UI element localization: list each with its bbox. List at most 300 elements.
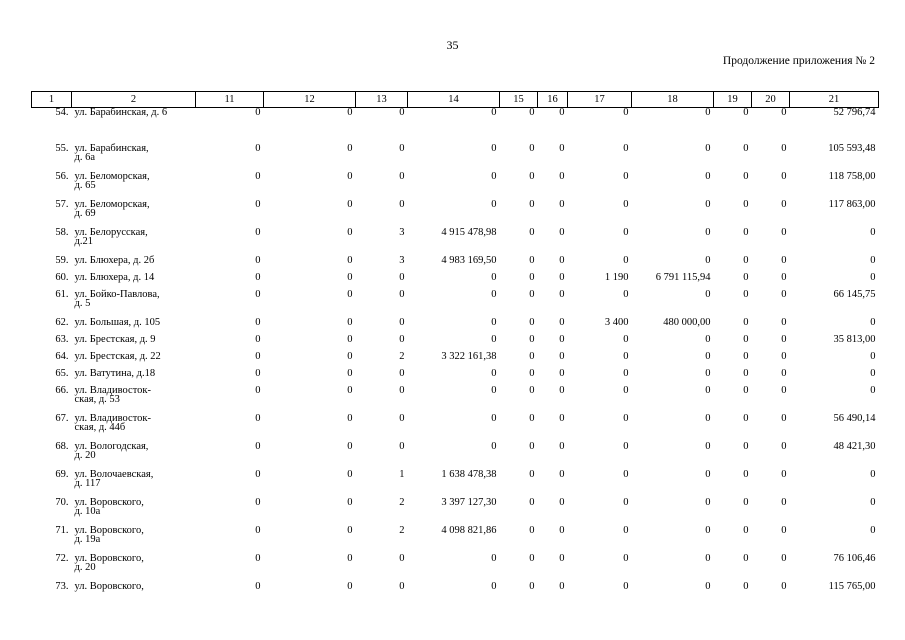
value-cell-14: 0 xyxy=(491,412,497,424)
value-cell-11: 0 xyxy=(255,350,261,362)
value-cell-17: 0 xyxy=(623,384,629,396)
table-row xyxy=(32,369,879,386)
row-number: 64. xyxy=(55,350,69,362)
column-header: 11 xyxy=(196,92,264,108)
address-line: ул. Беломорская, xyxy=(74,198,150,210)
value-cell-18: 0 xyxy=(705,412,711,424)
value-cell-20: 0 xyxy=(781,333,787,345)
value-cell-18: 0 xyxy=(705,350,711,362)
value-cell-12: 0 xyxy=(347,524,353,536)
address-line: ул. Белорусская, xyxy=(74,226,148,238)
value-cell-18: 480 000,00 xyxy=(663,316,711,328)
row-number: 67. xyxy=(55,412,69,424)
value-cell-18: 0 xyxy=(705,226,711,238)
column-header: 20 xyxy=(752,92,790,108)
table-row xyxy=(32,335,879,352)
value-cell-11: 0 xyxy=(255,288,261,300)
column-header: 18 xyxy=(632,92,714,108)
value-cell-17: 0 xyxy=(623,496,629,508)
value-cell-20: 0 xyxy=(781,440,787,452)
value-cell-15: 0 xyxy=(529,524,535,536)
value-cell-11: 0 xyxy=(255,226,261,238)
value-cell-16: 0 xyxy=(559,254,565,266)
table-row xyxy=(32,498,879,526)
value-cell-13: 0 xyxy=(399,198,405,210)
value-cell-16: 0 xyxy=(559,580,565,592)
table-row xyxy=(32,442,879,470)
address-cell xyxy=(72,228,196,256)
value-cell-16: 0 xyxy=(559,524,565,536)
table-row xyxy=(32,290,879,318)
value-cell-17: 1 190 xyxy=(604,271,629,283)
value-cell-16: 0 xyxy=(559,552,565,564)
address-cell xyxy=(72,200,196,228)
value-cell-17: 3 400 xyxy=(604,316,629,328)
value-cell-12: 0 xyxy=(347,142,353,154)
address-line: д. 10а xyxy=(74,506,101,517)
value-cell-19: 0 xyxy=(743,384,749,396)
value-cell-18: 0 xyxy=(705,440,711,452)
address-line: д. 5 xyxy=(74,298,91,309)
value-cell-14: 1 638 478,38 xyxy=(441,468,497,480)
value-cell-17: 0 xyxy=(623,440,629,452)
value-cell-11: 0 xyxy=(255,580,261,592)
value-cell-11: 0 xyxy=(255,170,261,182)
value-cell-21: 48 421,30 xyxy=(833,440,876,452)
appendix-note: Продолжение приложения № 2 xyxy=(722,55,875,67)
value-cell-12: 0 xyxy=(347,552,353,564)
value-cell-19: 0 xyxy=(743,350,749,362)
value-cell-20: 0 xyxy=(781,524,787,536)
row-number: 68. xyxy=(55,440,69,452)
table-row xyxy=(32,526,879,554)
address-line: ул. Брестская, д. 22 xyxy=(74,350,161,362)
value-cell-15: 0 xyxy=(529,580,535,592)
value-cell-18: 0 xyxy=(705,384,711,396)
value-cell-14: 0 xyxy=(491,198,497,210)
data-table xyxy=(31,91,879,602)
value-cell-19: 0 xyxy=(743,552,749,564)
value-cell-16: 0 xyxy=(559,440,565,452)
value-cell-13: 2 xyxy=(399,496,405,508)
value-cell-18: 0 xyxy=(705,142,711,154)
value-cell-21: 0 xyxy=(870,524,876,536)
value-cell-16: 0 xyxy=(559,198,565,210)
value-cell-15: 0 xyxy=(529,384,535,396)
column-header: 19 xyxy=(714,92,752,108)
value-cell-19: 0 xyxy=(743,496,749,508)
value-cell-21: 0 xyxy=(870,367,876,379)
value-cell-18: 0 xyxy=(705,552,711,564)
value-cell-14: 0 xyxy=(491,271,497,283)
value-cell-14: 0 xyxy=(491,384,497,396)
address-line: ул. Воровского, xyxy=(74,552,144,564)
value-cell-20: 0 xyxy=(781,468,787,480)
address-line: ул. Владивосток- xyxy=(74,384,151,396)
value-cell-14: 0 xyxy=(491,142,497,154)
address-line: д. 117 xyxy=(74,478,101,489)
value-cell-15: 0 xyxy=(529,350,535,362)
value-cell-12: 0 xyxy=(347,440,353,452)
address-cell xyxy=(72,335,196,352)
address-cell xyxy=(72,144,196,172)
value-cell-20: 0 xyxy=(781,142,787,154)
address-cell xyxy=(72,414,196,442)
value-cell-21: 118 758,00 xyxy=(828,170,876,182)
address-line: ул. Барабинская, д. 6 xyxy=(74,107,168,118)
row-number: 62. xyxy=(55,316,69,328)
value-cell-20: 0 xyxy=(781,350,787,362)
value-cell-15: 0 xyxy=(529,107,535,118)
value-cell-16: 0 xyxy=(559,142,565,154)
address-line: д.21 xyxy=(74,236,93,247)
value-cell-17: 0 xyxy=(623,107,629,118)
value-cell-20: 0 xyxy=(781,288,787,300)
value-cell-20: 0 xyxy=(781,496,787,508)
value-cell-20: 0 xyxy=(781,170,787,182)
address-line: ул. Барабинская, xyxy=(74,142,149,154)
value-cell-21: 0 xyxy=(870,254,876,266)
address-cell xyxy=(72,369,196,386)
value-cell-13: 0 xyxy=(399,552,405,564)
value-cell-16: 0 xyxy=(559,496,565,508)
value-cell-21: 52 796,74 xyxy=(833,107,876,118)
value-cell-14: 0 xyxy=(491,440,497,452)
address-line: д. 20 xyxy=(74,562,96,573)
address-cell xyxy=(72,470,196,498)
value-cell-20: 0 xyxy=(781,316,787,328)
value-cell-12: 0 xyxy=(347,580,353,592)
address-line: ул. Вологодская, xyxy=(74,440,149,452)
value-cell-18: 0 xyxy=(705,580,711,592)
address-cell xyxy=(72,386,196,414)
value-cell-12: 0 xyxy=(347,367,353,379)
value-cell-16: 0 xyxy=(559,468,565,480)
value-cell-12: 0 xyxy=(347,316,353,328)
value-cell-11: 0 xyxy=(255,412,261,424)
column-header-row xyxy=(32,92,879,108)
value-cell-21: 35 813,00 xyxy=(833,333,876,345)
value-cell-13: 0 xyxy=(399,107,405,118)
value-cell-15: 0 xyxy=(529,170,535,182)
address-line: ул. Брестская, д. 9 xyxy=(74,333,156,345)
address-cell xyxy=(72,273,196,290)
value-cell-18: 0 xyxy=(705,524,711,536)
table-row xyxy=(32,108,879,144)
value-cell-13: 0 xyxy=(399,288,405,300)
value-cell-19: 0 xyxy=(743,271,749,283)
value-cell-16: 0 xyxy=(559,350,565,362)
value-cell-13: 3 xyxy=(399,226,405,238)
value-cell-12: 0 xyxy=(347,226,353,238)
value-cell-11: 0 xyxy=(255,271,261,283)
value-cell-17: 0 xyxy=(623,412,629,424)
value-cell-16: 0 xyxy=(559,316,565,328)
value-cell-19: 0 xyxy=(743,198,749,210)
row-number: 54. xyxy=(55,107,69,118)
address-line: ул. Беломорская, xyxy=(74,170,150,182)
value-cell-14: 3 397 127,30 xyxy=(441,496,497,508)
value-cell-11: 0 xyxy=(255,367,261,379)
value-cell-21: 115 765,00 xyxy=(828,580,876,592)
table-body xyxy=(32,108,879,602)
row-number: 69. xyxy=(55,468,69,480)
value-cell-11: 0 xyxy=(255,440,261,452)
table-row xyxy=(32,352,879,369)
row-number: 55. xyxy=(55,142,69,154)
value-cell-16: 0 xyxy=(559,367,565,379)
value-cell-20: 0 xyxy=(781,198,787,210)
value-cell-14: 4 098 821,86 xyxy=(441,524,497,536)
value-cell-16: 0 xyxy=(559,333,565,345)
address-cell xyxy=(72,582,196,602)
value-cell-21: 0 xyxy=(870,384,876,396)
row-number: 58. xyxy=(55,226,69,238)
table-row xyxy=(32,318,879,335)
address-cell xyxy=(72,442,196,470)
value-cell-18: 0 xyxy=(705,288,711,300)
value-cell-17: 0 xyxy=(623,142,629,154)
value-cell-17: 0 xyxy=(623,254,629,266)
value-cell-21: 0 xyxy=(870,468,876,480)
value-cell-18: 0 xyxy=(705,170,711,182)
value-cell-13: 2 xyxy=(399,524,405,536)
value-cell-19: 0 xyxy=(743,170,749,182)
value-cell-17: 0 xyxy=(623,226,629,238)
address-line: ская, д. 53 xyxy=(74,394,120,405)
value-cell-16: 0 xyxy=(559,107,565,118)
value-cell-19: 0 xyxy=(743,316,749,328)
value-cell-16: 0 xyxy=(559,412,565,424)
value-cell-18: 0 xyxy=(705,198,711,210)
value-cell-16: 0 xyxy=(559,288,565,300)
value-cell-15: 0 xyxy=(529,367,535,379)
value-cell-14: 0 xyxy=(491,367,497,379)
value-cell-14: 0 xyxy=(491,170,497,182)
address-line: ул. Блюхера, д. 14 xyxy=(74,271,155,283)
value-cell-14: 4 915 478,98 xyxy=(441,226,497,238)
value-cell-13: 0 xyxy=(399,271,405,283)
address-line: ул. Большая, д. 105 xyxy=(74,316,161,328)
address-cell xyxy=(72,318,196,335)
value-cell-11: 0 xyxy=(255,384,261,396)
value-cell-16: 0 xyxy=(559,271,565,283)
table-row xyxy=(32,273,879,290)
value-cell-18: 0 xyxy=(705,254,711,266)
value-cell-18: 0 xyxy=(705,367,711,379)
value-cell-12: 0 xyxy=(347,288,353,300)
value-cell-19: 0 xyxy=(743,288,749,300)
address-line: ул. Бойко-Павлова, xyxy=(74,288,160,300)
value-cell-20: 0 xyxy=(781,271,787,283)
value-cell-21: 56 490,14 xyxy=(833,412,876,424)
value-cell-15: 0 xyxy=(529,468,535,480)
value-cell-13: 0 xyxy=(399,440,405,452)
column-header: 14 xyxy=(408,92,500,108)
column-header: 17 xyxy=(568,92,632,108)
value-cell-18: 0 xyxy=(705,333,711,345)
address-cell xyxy=(72,352,196,369)
address-cell xyxy=(72,108,196,144)
value-cell-14: 0 xyxy=(491,552,497,564)
value-cell-15: 0 xyxy=(529,440,535,452)
value-cell-16: 0 xyxy=(559,384,565,396)
address-line: ул. Волочаевская, xyxy=(74,468,154,480)
row-number: 60. xyxy=(55,271,69,283)
table-row xyxy=(32,200,879,228)
value-cell-11: 0 xyxy=(255,107,261,118)
value-cell-15: 0 xyxy=(529,142,535,154)
value-cell-11: 0 xyxy=(255,316,261,328)
column-header: 21 xyxy=(790,92,879,108)
address-cell xyxy=(72,256,196,273)
value-cell-20: 0 xyxy=(781,226,787,238)
address-line: ул. Воровского, xyxy=(74,496,144,508)
value-cell-17: 0 xyxy=(623,580,629,592)
value-cell-15: 0 xyxy=(529,198,535,210)
row-number: 70. xyxy=(55,496,69,508)
row-number: 56. xyxy=(55,170,69,182)
value-cell-21: 66 145,75 xyxy=(833,288,876,300)
address-cell xyxy=(72,172,196,200)
column-header: 1 xyxy=(32,92,72,108)
value-cell-19: 0 xyxy=(743,440,749,452)
value-cell-13: 0 xyxy=(399,412,405,424)
row-number: 72. xyxy=(55,552,69,564)
value-cell-17: 0 xyxy=(623,350,629,362)
value-cell-19: 0 xyxy=(743,367,749,379)
value-cell-17: 0 xyxy=(623,524,629,536)
address-line: д. 19а xyxy=(74,534,101,545)
value-cell-17: 0 xyxy=(623,198,629,210)
value-cell-11: 0 xyxy=(255,552,261,564)
value-cell-15: 0 xyxy=(529,271,535,283)
address-line: д. 69 xyxy=(74,208,96,219)
value-cell-17: 0 xyxy=(623,552,629,564)
table-row xyxy=(32,228,879,256)
value-cell-17: 0 xyxy=(623,288,629,300)
address-cell xyxy=(72,554,196,582)
value-cell-12: 0 xyxy=(347,107,353,118)
value-cell-21: 0 xyxy=(870,271,876,283)
value-cell-14: 0 xyxy=(491,107,497,118)
value-cell-19: 0 xyxy=(743,333,749,345)
value-cell-14: 0 xyxy=(491,316,497,328)
address-cell xyxy=(72,498,196,526)
value-cell-21: 0 xyxy=(870,226,876,238)
row-number: 71. xyxy=(55,524,69,536)
value-cell-15: 0 xyxy=(529,496,535,508)
value-cell-19: 0 xyxy=(743,142,749,154)
value-cell-20: 0 xyxy=(781,107,787,118)
value-cell-20: 0 xyxy=(781,580,787,592)
value-cell-19: 0 xyxy=(743,468,749,480)
column-header: 12 xyxy=(264,92,356,108)
value-cell-11: 0 xyxy=(255,496,261,508)
value-cell-13: 0 xyxy=(399,142,405,154)
value-cell-17: 0 xyxy=(623,333,629,345)
value-cell-13: 0 xyxy=(399,367,405,379)
value-cell-21: 105 593,48 xyxy=(828,142,876,154)
value-cell-12: 0 xyxy=(347,170,353,182)
value-cell-14: 4 983 169,50 xyxy=(441,254,497,266)
value-cell-12: 0 xyxy=(347,254,353,266)
value-cell-19: 0 xyxy=(743,524,749,536)
address-line: д. 65 xyxy=(74,180,96,191)
value-cell-20: 0 xyxy=(781,254,787,266)
value-cell-13: 0 xyxy=(399,316,405,328)
value-cell-20: 0 xyxy=(781,384,787,396)
address-cell xyxy=(72,290,196,318)
value-cell-15: 0 xyxy=(529,412,535,424)
value-cell-19: 0 xyxy=(743,580,749,592)
value-cell-21: 117 863,00 xyxy=(828,198,876,210)
value-cell-18: 0 xyxy=(705,107,711,118)
address-cell xyxy=(72,526,196,554)
row-number: 63. xyxy=(55,333,69,345)
value-cell-16: 0 xyxy=(559,226,565,238)
value-cell-15: 0 xyxy=(529,333,535,345)
column-header: 13 xyxy=(356,92,408,108)
address-line: ская, д. 44б xyxy=(74,422,126,433)
value-cell-15: 0 xyxy=(529,552,535,564)
value-cell-19: 0 xyxy=(743,254,749,266)
value-cell-12: 0 xyxy=(347,198,353,210)
row-number: 57. xyxy=(55,198,69,210)
address-line: ул. Владивосток- xyxy=(74,412,151,424)
address-line: д. 20 xyxy=(74,450,96,461)
value-cell-13: 3 xyxy=(399,254,405,266)
value-cell-15: 0 xyxy=(529,254,535,266)
value-cell-15: 0 xyxy=(529,288,535,300)
value-cell-13: 0 xyxy=(399,170,405,182)
value-cell-21: 0 xyxy=(870,350,876,362)
value-cell-13: 0 xyxy=(399,384,405,396)
value-cell-11: 0 xyxy=(255,198,261,210)
address-line: ул. Воровского, xyxy=(74,580,144,592)
row-number: 65. xyxy=(55,367,69,379)
value-cell-21: 76 106,46 xyxy=(833,552,876,564)
address-line: ул. Ватутина, д.18 xyxy=(74,367,156,379)
value-cell-18: 6 791 115,94 xyxy=(655,271,711,283)
row-number: 61. xyxy=(55,288,69,300)
value-cell-21: 0 xyxy=(870,496,876,508)
table-row xyxy=(32,470,879,498)
table-row xyxy=(32,554,879,582)
value-cell-16: 0 xyxy=(559,170,565,182)
value-cell-14: 0 xyxy=(491,288,497,300)
value-cell-12: 0 xyxy=(347,271,353,283)
value-cell-17: 0 xyxy=(623,468,629,480)
value-cell-19: 0 xyxy=(743,107,749,118)
value-cell-12: 0 xyxy=(347,412,353,424)
value-cell-14: 3 322 161,38 xyxy=(441,350,497,362)
value-cell-19: 0 xyxy=(743,412,749,424)
page-number: 35 xyxy=(446,38,459,52)
value-cell-20: 0 xyxy=(781,412,787,424)
value-cell-11: 0 xyxy=(255,254,261,266)
value-cell-14: 0 xyxy=(491,580,497,592)
address-line: д. 6а xyxy=(74,152,96,163)
value-cell-12: 0 xyxy=(347,384,353,396)
table-row xyxy=(32,144,879,172)
value-cell-17: 0 xyxy=(623,367,629,379)
value-cell-15: 0 xyxy=(529,316,535,328)
value-cell-13: 0 xyxy=(399,580,405,592)
value-cell-12: 0 xyxy=(347,468,353,480)
table-row xyxy=(32,414,879,442)
table-row xyxy=(32,582,879,602)
